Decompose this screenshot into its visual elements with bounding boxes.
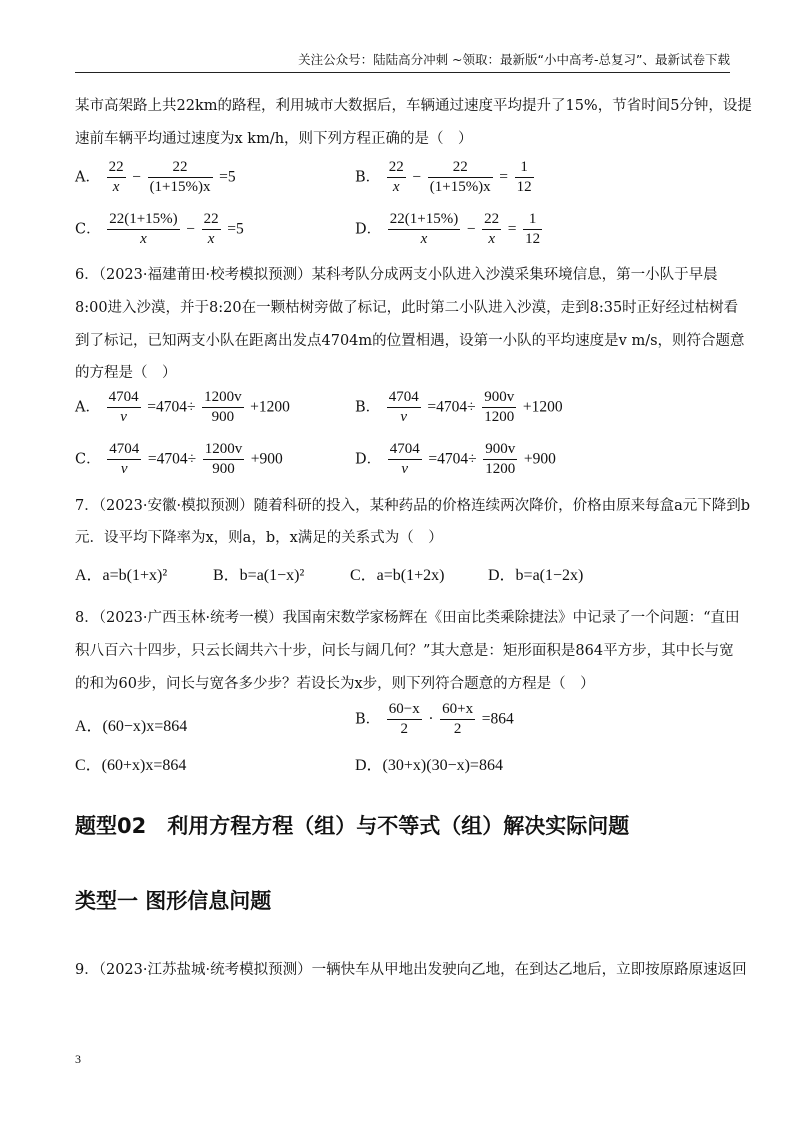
q8-text-line2: 积八百六十四步，只云长阔共六十步，问长与阔几何？”其大意是：矩形面积是864平方步，其中长与宽	[75, 643, 734, 659]
fraction: $\frac{4704}{v}$	[389, 441, 420, 477]
fraction: $\frac{4704}{v}$	[109, 441, 140, 477]
q8-text-line3: 的和为60步，问长与宽各多少步？若设长为x步，则下列符合题意的方程是（ ）	[75, 676, 595, 692]
q5-text-line1: 某市高架路上共22km的路程，利用城市大数据后，车辆通过速度平均提升了15%，节省时间5分钟，设提	[75, 98, 752, 114]
fraction: $\frac{4704}{v}$	[108, 389, 139, 425]
option-label: B．	[355, 169, 381, 186]
fraction: $\frac{1}{12}$	[516, 159, 532, 195]
q5-option-d[interactable]: D． $\frac{22(1+15\%)}{x}$ − $\frac{22}{x}$ = $\frac{1}{12}$	[355, 211, 541, 247]
fraction: $\frac{22}{x}$	[484, 211, 500, 247]
fraction: $\frac{900v}{1200}$	[484, 389, 515, 425]
section-title: 题型02 利用方程方程（组）与不等式（组）解决实际问题	[75, 814, 630, 838]
q5-option-c[interactable]: C． $\frac{22(1+15\%)}{x}$ − $\frac{22}{x}$ =5	[75, 211, 244, 247]
q6-option-b[interactable]: B． $\frac{4704}{v}$ =4704÷ $\frac{900v}{1200}$ +1200	[355, 389, 563, 425]
q7-option-d[interactable]: D．b=a(1−2x)	[488, 567, 584, 584]
q6-text-line1: 6．（2023·福建莆田·校考模拟预测）某科考队分成两支小队进入沙漠采集环境信息，第一小队于早晨	[75, 267, 718, 283]
fraction: $\frac{22}{x}$	[388, 159, 404, 195]
fraction: $\frac{22}{x}$	[108, 159, 124, 195]
page-header: 关注公众号：陆陆高分冲刺 ~领取：最新版“小中高考-总复习”、最新试卷下载	[75, 48, 730, 73]
option-label: C．	[75, 221, 101, 238]
q5-text-line2: 速前车辆平均通过速度为x km/h，则下列方程正确的是（ ）	[75, 131, 473, 147]
option-label: D．	[355, 451, 382, 468]
option-label: D．	[355, 221, 382, 238]
q6-option-c[interactable]: C． $\frac{4704}{v}$ =4704÷ $\frac{1200v}{900}$ +900	[75, 441, 283, 477]
subsection-title: 类型一 图形信息问题	[75, 889, 272, 913]
q7-text-line1: 7．（2023·安徽·模拟预测）随着科研的投入，某种药品的价格连续两次降价，价格由原来每盒a元下降到b	[75, 498, 751, 514]
option-label: B．	[355, 399, 381, 416]
option-label: B．	[355, 711, 381, 728]
q8-option-c[interactable]: C．(60+x)x=864	[75, 757, 187, 774]
q5-option-a[interactable]: A． $\frac{22}{x}$ − $\frac{22}{(1+15\%)x}$ =5	[75, 159, 236, 195]
q6-text-line4: 的方程是（ ）	[75, 365, 177, 381]
fraction: $\frac{22(1+15\%)}{x}$	[389, 211, 459, 247]
q8-option-d[interactable]: D．(30+x)(30−x)=864	[355, 757, 503, 774]
q7-option-c[interactable]: C．a=b(1+2x)	[350, 567, 445, 584]
q6-option-a[interactable]: A． $\frac{4704}{v}$ =4704÷ $\frac{1200v}{900}$ +1200	[75, 389, 290, 425]
q6-text-line3: 到了标记，已知两支小队在距离出发点4704m的位置相遇，设第一小队的平均速度是v m/s，则符合题意	[75, 333, 745, 349]
fraction: $\frac{22(1+15\%)}{x}$	[109, 211, 178, 247]
q9-text-line1: 9．（2023·江苏盐城·统考模拟预测）一辆快车从甲地出发驶向乙地，在到达乙地后，立即按原路原速返回	[75, 962, 747, 978]
fraction: $\frac{60-x}{2}$	[388, 701, 420, 737]
q7-option-a[interactable]: A．a=b(1+x)²	[75, 567, 168, 584]
fraction: $\frac{22}{x}$	[203, 211, 219, 247]
option-label: C．	[75, 451, 101, 468]
option-label: A．	[75, 399, 100, 416]
fraction: $\frac{1200v}{900}$	[204, 441, 243, 477]
q7-option-b[interactable]: B．b=a(1−x)²	[213, 567, 305, 584]
fraction: $\frac{22}{(1+15\%)x}$	[149, 159, 211, 195]
q6-text-line2: 8:00进入沙漠，并于8:20在一颗枯树旁做了标记，此时第二小队进入沙漠，走到8:35时正好经过枯树看	[75, 300, 739, 316]
fraction: $\frac{22}{(1+15\%)x}$	[429, 159, 491, 195]
fraction: $\frac{1}{12}$	[525, 211, 541, 247]
q8-option-b[interactable]: B． $\frac{60-x}{2}$ · $\frac{60+x}{2}$ =864	[355, 701, 514, 737]
page-number: 3	[75, 1052, 81, 1066]
fraction: $\frac{900v}{1200}$	[485, 441, 516, 477]
option-label: A．	[75, 169, 100, 186]
q8-option-a[interactable]: A．(60−x)x=864	[75, 718, 188, 735]
q6-option-d[interactable]: D． $\frac{4704}{v}$ =4704÷ $\frac{900v}{1200}$ +900	[355, 441, 556, 477]
fraction: $\frac{1200v}{900}$	[204, 389, 242, 425]
fraction: $\frac{60+x}{2}$	[442, 701, 474, 737]
fraction: $\frac{4704}{v}$	[388, 389, 419, 425]
q8-text-line1: 8．（2023·广西玉林·统考一模）我国南宋数学家杨辉在《田亩比类乘除捷法》中记录了一个问题：“直田	[75, 610, 740, 626]
q7-text-line2: 元．设平均下降率为x，则a，b，x满足的关系式为（ ）	[75, 530, 443, 546]
q5-option-b[interactable]: B． $\frac{22}{x}$ − $\frac{22}{(1+15\%)x}$ = $\frac{1}{12}$	[355, 159, 532, 195]
